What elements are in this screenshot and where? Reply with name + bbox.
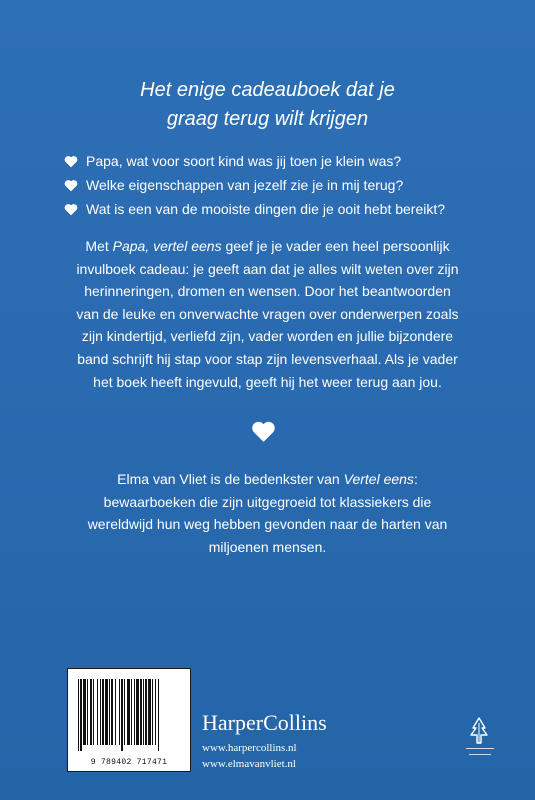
description-line: invulboek cadeau: je geeft aan dat je alles wilt weten over zijn xyxy=(76,260,459,277)
author-text: : xyxy=(413,471,418,487)
question-item xyxy=(64,174,504,196)
description-line: het boek heeft ingevuld, geeft hij het weer terug aan jou. xyxy=(93,373,442,390)
author-line xyxy=(60,468,475,491)
fsc-tree-icon xyxy=(468,717,490,745)
barcode xyxy=(76,679,182,751)
tagline-line-1: Het enige cadeauboek dat je xyxy=(140,79,395,101)
description-line: band schrijft hij stap voor stap zijn levensverhaal. Als je vader xyxy=(77,350,458,367)
fsc-label xyxy=(460,748,500,758)
publisher-url: www.harpercollins.nl xyxy=(202,742,297,754)
heart-icon xyxy=(251,420,276,443)
publisher-logo: HarperCollins xyxy=(202,710,327,735)
book-title: Papa, vertel eens xyxy=(112,238,222,254)
isbn-number: 9 789402 717471 xyxy=(90,758,168,767)
question-item xyxy=(64,150,504,172)
question-text: Wat is een van de mooiste dingen die je ooit hebt bereikt? xyxy=(86,201,446,217)
question-item xyxy=(64,198,504,220)
tagline-line-2: graag terug wilt krijgen xyxy=(166,108,369,130)
author-text: Elma van Vliet is de bedenkster van xyxy=(117,471,344,487)
heart-icon xyxy=(64,179,78,192)
heart-icon xyxy=(64,155,78,168)
question-list xyxy=(64,150,504,222)
description-line: van de leuke en onverwachte vragen over onderwerpen zoals xyxy=(76,305,459,322)
question-text: Welke eigenschappen van jezelf zie je in mij terug? xyxy=(86,177,404,193)
author-line: bewaarboeken die zijn uitgegroeid tot klassiekers die xyxy=(103,493,432,510)
barcode-box xyxy=(67,668,191,772)
author-url: www.elmavanvliet.nl xyxy=(202,758,296,770)
tagline xyxy=(0,76,535,134)
heart-icon xyxy=(64,203,78,216)
description-line: herinneringen, dromen en wensen. Door het beantwoorden xyxy=(84,283,451,300)
description-text: Met xyxy=(85,238,113,254)
description-line xyxy=(60,235,475,258)
author-line: wereldwijd hun weg hebben gevonden naar de harten van xyxy=(87,516,448,533)
author-line: miljoenen mensen. xyxy=(208,538,327,555)
question-text: Papa, wat voor soort kind was jij toen je klein was? xyxy=(86,153,402,169)
book-description xyxy=(60,235,475,393)
series-title: Vertel eens xyxy=(343,471,414,487)
author-bio xyxy=(60,468,475,558)
description-line: zijn kindertijd, verliefd zijn, vader worden en jullie bijzondere xyxy=(81,328,454,345)
description-text: geef je je vader een heel persoonlijk xyxy=(221,238,450,254)
